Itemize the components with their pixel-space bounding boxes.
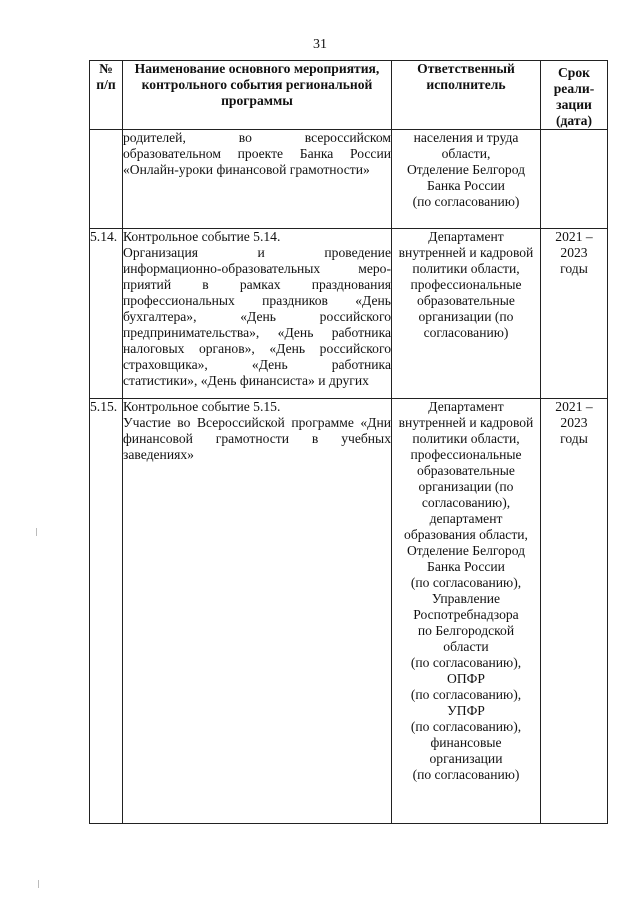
header-num: № п/п — [90, 61, 123, 130]
header-term: Срок реали- зации (дата) — [541, 61, 608, 130]
row-name — [123, 399, 392, 824]
name-line: профессиональных праздников «День — [123, 293, 391, 308]
name-line: заведениях» — [123, 447, 194, 462]
name-line: страховщика», «День работника — [123, 357, 391, 372]
header-name: Наименование основного мероприятия, контрольного события региональной программы — [123, 61, 392, 130]
name-line: налоговых органов», «День российского — [123, 341, 391, 356]
name-line: финансовой грамотности в учебных — [123, 431, 391, 446]
events-table — [89, 60, 608, 824]
row-term: 2021 – 2023 годы — [541, 229, 608, 399]
row-num — [90, 130, 123, 229]
page-number: 31 — [313, 37, 327, 52]
scan-margin-mark — [38, 880, 39, 888]
row-term — [541, 130, 608, 229]
name-line: Контрольное событие 5.14. — [123, 229, 281, 244]
name-line: Организация и проведение — [123, 245, 391, 260]
row-responsible: Департамент внутренней и кадровой политики области, профессиональные образовательные организации (по согласованию) — [392, 229, 541, 399]
name-line: информационно-образовательных меро- — [123, 261, 391, 276]
row-num: 5.15. — [90, 399, 123, 824]
name-line: Участие во Всероссийской программе «Дни — [123, 415, 391, 430]
row-responsible: Департамент внутренней и кадровой политики области, профессиональные образовательные организации (по согласованию), департамент образования области, Отделение Белгород Банка России (по согласованию), Управление Роспотребнадзора по Белгородской области (по согласованию), ОПФР (по согласованию), УПФР (по согласованию), финансовые организации (по согласованию) — [392, 399, 541, 824]
row-num: 5.14. — [90, 229, 123, 399]
name-line: образовательном проекте Банка России — [123, 146, 391, 161]
name-line: статистики», «День финансиста» и других — [123, 373, 369, 388]
table-header-row — [90, 61, 608, 130]
table-row — [90, 399, 608, 824]
row-name — [123, 130, 392, 229]
table-row — [90, 229, 608, 399]
name-line: Контрольное событие 5.15. — [123, 399, 281, 414]
table-row — [90, 130, 608, 229]
row-term: 2021 – 2023 годы — [541, 399, 608, 824]
name-line: предпринимательства», «День работника — [123, 325, 391, 340]
name-line: приятий в рамках празднования — [123, 277, 391, 292]
header-responsible: Ответственный исполнитель — [392, 61, 541, 130]
name-line: родителей, во всероссийском — [123, 130, 391, 145]
name-line: бухгалтера», «День российского — [123, 309, 391, 324]
name-line: «Онлайн-уроки финансовой грамотности» — [123, 162, 370, 177]
row-responsible: населения и труда области, Отделение Белгород Банка России (по согласованию) — [392, 130, 541, 229]
scan-margin-mark — [36, 528, 37, 536]
row-name — [123, 229, 392, 399]
